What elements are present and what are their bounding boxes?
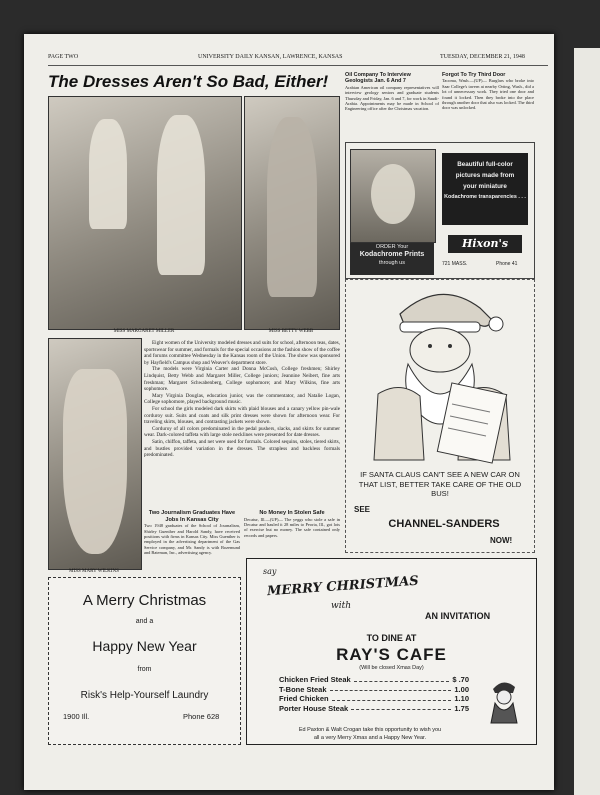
santa-ad-text: IF SANTA CLAUS CAN'T SEE A NEW CAR ON THAT LIST, BETTER TAKE CARE OF THE OLD BUS! bbox=[358, 470, 522, 498]
story-paragraph: Corduroy of all colors predominated in the pedal pushers, slacks, and skirts for summer wear. Dark-colored taffeta with large stole necklines were presented for date dresses. bbox=[144, 425, 340, 439]
story-paragraph: Satin, chiffon, taffeta, and net were used for formals. Colored sequins, stoles, tiered skirts, and bustles provided variation in the dresses. The strapless and backless formals predominated. bbox=[144, 438, 340, 459]
stolen-safe-story bbox=[244, 510, 340, 560]
menu-item: Porter House Steak bbox=[279, 703, 349, 713]
cafe-footer-1: Ed Paxton & Walt Crogan take this opportunity to wish you bbox=[298, 727, 442, 733]
story-paragraph: For school the girls modeled dark skirts with plaid blouses and a canary yellow pin-wale corduroy suit. Suits and coats and silk print dresses were shown for afternoon wear. For traveling skirts, blouses, and contrasting jackets were shown. bbox=[144, 405, 340, 426]
santa-illustration bbox=[360, 284, 520, 470]
dine-at-text: TO DINE AT bbox=[366, 633, 417, 643]
laundry-phone: Phone 628 bbox=[183, 712, 220, 721]
kodachrome-blurb bbox=[442, 153, 528, 225]
oil-headline: Oil Company To Interview Geologists Jan. 6 And 7 bbox=[345, 72, 411, 85]
cafe-name: RAY'S CAFE bbox=[336, 645, 447, 664]
menu-leader bbox=[330, 685, 452, 692]
store-phone: Phone 41 bbox=[496, 261, 518, 267]
blurb-line: Beautiful full-color bbox=[457, 161, 513, 168]
menu-price: 1.10 bbox=[454, 694, 469, 703]
menu-price: 1.00 bbox=[454, 684, 469, 694]
menu-leader bbox=[332, 694, 452, 701]
rays-cafe-ad bbox=[246, 558, 537, 745]
laundry-name: Risk's Help-Yourself Laundry bbox=[80, 690, 209, 701]
caption-margaret-miller: MISS MARGARET MILLER bbox=[113, 329, 175, 334]
menu-leader bbox=[351, 704, 451, 711]
baby-photo bbox=[350, 149, 436, 243]
say-text: say bbox=[263, 567, 277, 576]
third-door-headline: Forgot To Try Third Door bbox=[442, 72, 506, 78]
order-banner bbox=[350, 243, 434, 275]
safe-body: Decatur, Ill.—(UP)— The yeggs who stole a safe in Decatur and hauled it 28 miles to Peoria, Ill., got lots of exercise but no money. The safe contained only records and papers. bbox=[244, 516, 340, 538]
closed-notice: (Will be closed Xmas Day) bbox=[359, 665, 424, 671]
cafe-footer-2: all a very Merry Xmas and a Happy New Year. bbox=[313, 735, 427, 741]
menu-leader bbox=[354, 675, 450, 682]
with-text: with bbox=[331, 601, 351, 611]
blurb-line: pictures made from bbox=[455, 172, 515, 179]
cafe-menu bbox=[279, 675, 469, 713]
channel-sanders-ad bbox=[345, 279, 535, 553]
order-text: ORDER Your bbox=[375, 244, 409, 250]
happy-new-year-text: Happy New Year bbox=[92, 638, 197, 654]
issue-date: TUESDAY, DECEMBER 21, 1948 bbox=[440, 54, 525, 60]
oil-body: Arabian American oil company representatives will interview geology seniors and graduate students Thursday and Friday, Jan. 6 and 7, for work in Saudi-Arabia. Appointments may be made in School of Engineering office after the Christmas vacation. bbox=[345, 84, 439, 112]
third-door-body: Tacoma, Wash.—(UP)— Burglars who broke into Saar College's tavern at nearby Orting, Wash., did a lot of unnecessary work. They tried one door and found it locked. Then they broke into the place through another door that also was locked. The third door was unlocked. bbox=[442, 78, 534, 111]
oil-company-story bbox=[345, 72, 439, 140]
menu-row bbox=[279, 685, 469, 695]
caption-betty-webb: MISS BETTY WEBB bbox=[268, 329, 314, 334]
journalism-body: Two 1948 graduates of the School of Journalism, Shirley Guenther and Harold Sandy, have received positions with firms in Kansas City. Miss Guenther is employed in the advertising department of the Gas Service company, and Mr. Sandy is with Bozemund and Bateman, Inc., advertising agency. bbox=[144, 523, 240, 556]
page-headline: The Dresses Aren't So Bad, Either! bbox=[48, 72, 329, 91]
journalism-headline: Two Journalism Graduates Have Jobs In Kansas City bbox=[148, 510, 236, 523]
prints-text: Kodachrome Prints bbox=[359, 251, 425, 258]
invitation-text: AN INVITATION bbox=[425, 611, 491, 621]
photo-betty-webb bbox=[244, 96, 340, 330]
story-paragraph: The models were Virginia Carter and Donna McCosh, College freshmen; Shirley Lindquist, Betty Webb and Margaret Miller, College juniors; Jeannine Neibert, fine arts freshman; Margaret Schwabenberg, College sophomore; and Mary Wilkins, fine arts sophomore. bbox=[144, 366, 340, 393]
menu-price: 1.75 bbox=[454, 703, 469, 713]
from-text: from bbox=[137, 666, 152, 673]
menu-row bbox=[279, 675, 469, 685]
dealer-name: CHANNEL-SANDERS bbox=[388, 518, 500, 530]
menu-item: Chicken Fried Steak bbox=[279, 675, 351, 684]
photo-mary-wilkins bbox=[48, 338, 142, 570]
laundry-address: 1900 Ill. bbox=[63, 712, 90, 721]
menu-item: T-Bone Steak bbox=[279, 684, 327, 694]
see-text: SEE bbox=[354, 505, 371, 514]
kodachrome-ad bbox=[345, 142, 535, 279]
menu-row bbox=[279, 704, 469, 714]
store-address: 721 MASS. bbox=[442, 261, 468, 267]
page-number: PAGE TWO bbox=[48, 54, 79, 60]
fashion-show-story bbox=[144, 340, 340, 530]
menu-price: $ .70 bbox=[452, 675, 469, 684]
through-text: through us bbox=[379, 260, 405, 266]
blurb-line: your miniature bbox=[463, 183, 507, 190]
santa-icon bbox=[483, 677, 523, 727]
photo-two-models bbox=[48, 96, 242, 330]
journalism-story bbox=[144, 510, 240, 570]
menu-item: Fried Chicken bbox=[279, 694, 329, 703]
hixons-logo: Hixon's bbox=[448, 235, 522, 253]
story-paragraph: Mary Virginia Douglas, education junior, was the commentator, and Natalie Logan, College sophomore, played background music. bbox=[144, 392, 340, 406]
risks-laundry-ad bbox=[48, 577, 241, 745]
paper-name: UNIVERSITY DAILY KANSAN, LAWRENCE, KANSAS bbox=[198, 54, 343, 60]
safe-headline: No Money In Stolen Safe bbox=[259, 510, 325, 516]
and-a-text: and a bbox=[135, 618, 154, 625]
merry-christmas-script: MERRY CHRISTMAS bbox=[266, 573, 420, 600]
blurb-line: Kodachrome transparencies . . . bbox=[444, 194, 526, 200]
merry-christmas-text: A Merry Christmas bbox=[82, 592, 207, 609]
header-rule bbox=[48, 65, 548, 66]
menu-row bbox=[279, 694, 469, 704]
adjacent-page-edge bbox=[574, 48, 600, 795]
third-door-story bbox=[442, 72, 534, 140]
now-text: NOW! bbox=[490, 536, 513, 545]
caption-mary-wilkins: MISS MARY WILKINS bbox=[69, 569, 119, 574]
newspaper-page bbox=[24, 34, 554, 790]
story-paragraph: Eight women of the University modeled dresses and suits for school, afternoon teas, dates, sportswear for summer, and formals for the special occasions at the fashion show of the coffee and forums committee Wednesday in the Kansas room of the Union. The show was sponsored by Hayfield's Campus shop and Weaver's department store. bbox=[144, 340, 340, 366]
